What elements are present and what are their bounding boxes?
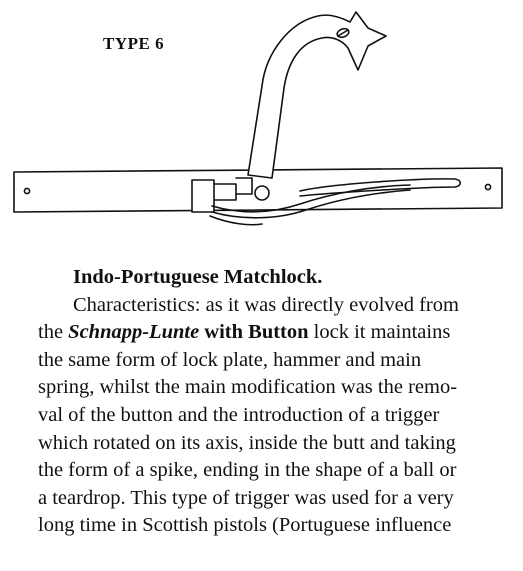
type-label: TYPE 6 — [103, 34, 165, 53]
paragraph — [38, 292, 518, 540]
text-line — [38, 292, 518, 320]
text-run: which rotated on its axis, inside the butt and taking — [38, 431, 456, 454]
section-heading: Indo-Portuguese Matchlock. — [73, 266, 323, 288]
text-run: Schnapp-Lunte — [68, 321, 200, 344]
text-line — [38, 402, 518, 430]
text-run: lock it maintains — [308, 321, 451, 344]
text-line — [38, 319, 518, 347]
text-line — [38, 512, 518, 540]
text-run: val of the button and the introduction of a trigger — [38, 403, 440, 426]
text-run: spring, whilst the main modification was the remo- — [38, 376, 458, 399]
hammer-serpentine — [248, 12, 386, 178]
text-line — [38, 347, 518, 375]
text-line — [38, 374, 518, 402]
text-run: a teardrop. This type of trigger was used for a very — [38, 486, 454, 509]
text-run: the form of a spike, ending in the shape of a ball or — [38, 459, 457, 482]
text-run: long time in Scottish pistols (Portuguese influence — [38, 514, 452, 537]
matchlock-diagram — [0, 0, 523, 260]
text-run: the same form of lock plate, hammer and main — [38, 348, 422, 371]
body-text — [38, 264, 518, 540]
text-line — [38, 485, 518, 513]
text-line — [38, 457, 518, 485]
text-run: Characteristics: as it was directly evolved from — [73, 293, 459, 316]
text-run: the — [38, 321, 69, 344]
hammer-pivot — [255, 186, 269, 200]
pan-bracket — [192, 180, 214, 212]
text-run: with Button — [199, 321, 309, 344]
text-line — [38, 430, 518, 458]
